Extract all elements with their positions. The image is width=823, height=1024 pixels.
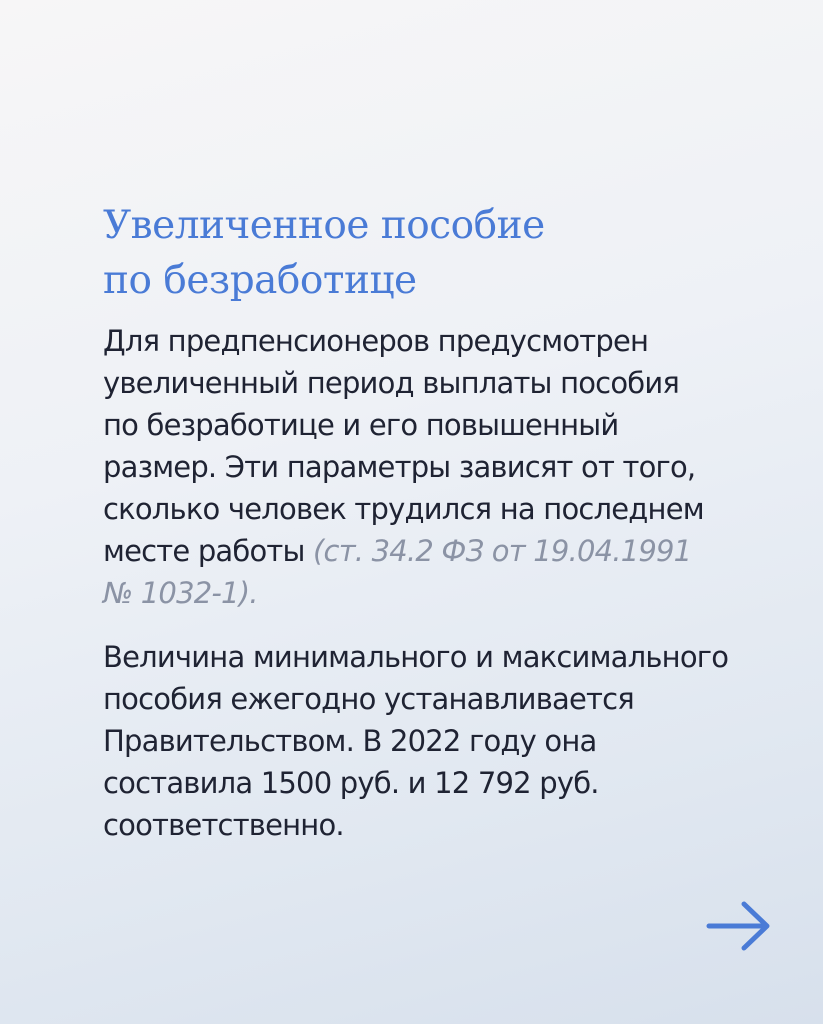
paragraph2-line-5: соответственно. [103,808,344,842]
paragraph2-line-2: пособия ежегодно устанавливается [103,682,634,716]
paragraph2-line-3: Правительством. В 2022 году она [103,724,597,758]
paragraph1-line-5: сколько человек трудился на последнем [103,492,704,526]
paragraph1-line-1: Для предпенсионеров предусмотрен [103,324,649,358]
paragraph1-line-2: увеличенный период выплаты пособия [103,366,680,400]
paragraph-unemployment-benefit [103,320,783,614]
title-line-2: по безработице [103,258,417,303]
paragraph2-line-1: Величина минимального и максимального [103,640,729,674]
paragraph1-line-4: размер. Эти параметры зависят от того, [103,450,696,484]
paragraph1-line-3: по безработице и его повышенный [103,408,619,442]
law-reference-part-2: № 1032-1). [103,576,258,610]
page-title [103,198,783,308]
paragraph1-line-6: месте работы [103,534,314,568]
next-slide-button[interactable] [706,900,772,952]
paragraph2-line-4: составила 1500 руб. и 12 792 руб. [103,766,599,800]
content-card [103,198,783,846]
paragraph-benefit-amount [103,636,783,846]
arrow-right-icon [706,900,772,952]
law-reference-part-1: (ст. 34.2 ФЗ от 19.04.1991 [313,534,692,568]
title-line-1: Увеличенное пособие [103,203,545,248]
